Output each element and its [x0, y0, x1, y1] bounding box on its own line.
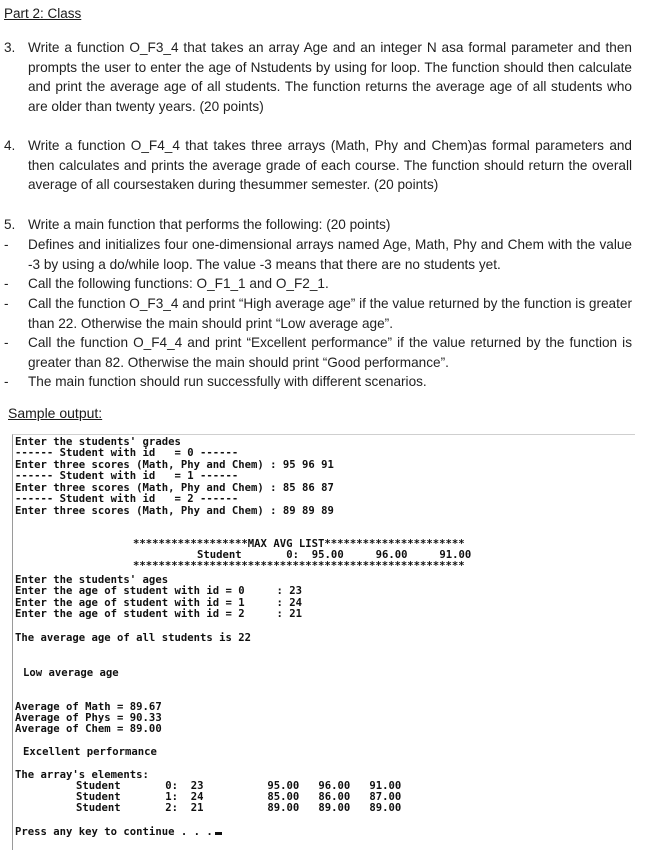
console-line: Student 2: 21 89.00 89.00 89.00: [76, 802, 402, 814]
console-line: Enter the students' grades: [15, 436, 181, 448]
console-line: ****************************************************: [133, 560, 465, 572]
bullet-dash: -: [4, 237, 9, 252]
question-4: [4, 136, 634, 196]
sample-output-title: Sample output:: [8, 405, 103, 421]
console-line: Average of Phys = 90.33: [15, 712, 162, 724]
bullet-dash: -: [4, 374, 9, 389]
console-line: ******************MAX AVG LIST**********************: [133, 538, 465, 550]
console-line: Press any key to continue . . .: [15, 826, 213, 838]
console-line: Enter three scores (Math, Phy and Chem) : 89 89 89: [15, 505, 334, 517]
console-line: Enter three scores (Math, Phy and Chem) : 95 96 91: [15, 459, 334, 471]
bullet-dash: -: [4, 276, 9, 291]
question-3: [4, 38, 634, 118]
console-output: [12, 434, 635, 850]
console-line: Student 0: 95.00 96.00 91.00: [197, 549, 472, 561]
console-line: Student 0: 23 95.00 96.00 91.00: [76, 780, 402, 792]
part-title: Part 2: Class: [4, 6, 82, 21]
question-4-number: 4.: [4, 138, 16, 153]
question-4-text: Write a function O_F4_4 that takes three arrays (Math, Phy and Chem)as formal parameters and then calculates and prints the average grade of each course. The function should return the overall average of all coursestaken during thesummer semester. (20 points): [28, 138, 632, 193]
bullet-dash: -: [4, 335, 9, 350]
bullet-text: Call the following functions: O_F1_1 and O_F2_1.: [28, 276, 329, 291]
bullet-text: The main function should run successfully with different scenarios.: [28, 374, 427, 389]
question-5: [4, 215, 634, 235]
console-line: Enter the age of student with id = 2 : 21: [15, 608, 303, 620]
question-3-number: 3.: [4, 40, 16, 55]
question-5-number: 5.: [4, 217, 16, 232]
question-5-text: Write a main function that performs the following: (20 points): [28, 217, 391, 232]
bullet-text: Defines and initializes four one-dimensional arrays named Age, Math, Phy and Chem with the value -3 by using a do/while loop. The value -3 means that there are no students yet.: [28, 237, 632, 272]
console-line: Enter the age of student with id = 1 : 24: [15, 597, 303, 609]
bullet-text: Call the function O_F4_4 and print “Excellent performance” if the value returned by the function is greater than 82. Otherwise the main should print “Good performance”.: [28, 335, 632, 370]
console-line: The array's elements:: [15, 769, 149, 781]
console-line: Low average age: [23, 667, 119, 679]
console-line: Excellent performance: [23, 746, 157, 758]
console-line: Enter three scores (Math, Phy and Chem) : 85 86 87: [15, 482, 334, 494]
console-line: Student 1: 24 85.00 86.00 87.00: [76, 791, 402, 803]
console-line: Enter the students' ages: [15, 574, 169, 586]
console-line: The average age of all students is 22: [15, 632, 251, 644]
console-line: ------ Student with id = 0 ------: [15, 447, 239, 459]
console-line: Enter the age of student with id = 0 : 23: [15, 585, 303, 597]
bullet-text: Call the function O_F3_4 and print “High average age” if the value returned by the function is greater than 22. Otherwise the main should print “Low average age”.: [28, 296, 632, 331]
question-3-text: Write a function O_F3_4 that takes an array Age and an integer N asa formal parameter and then prompts the user to enter the age of Nstudents by using for loop. The function should then calculate and print the average age of all students. The function returns the average age of all students who are older than twenty years. (20 points): [28, 40, 632, 114]
console-line: Average of Math = 89.67: [15, 701, 162, 713]
console-cursor: [215, 832, 222, 835]
console-prompt-line: [15, 827, 222, 838]
console-line: ------ Student with id = 1 ------: [15, 470, 239, 482]
console-line: ------ Student with id = 2 ------: [15, 493, 239, 505]
console-line: Average of Chem = 89.00: [15, 723, 162, 735]
bullet-dash: -: [4, 296, 9, 311]
